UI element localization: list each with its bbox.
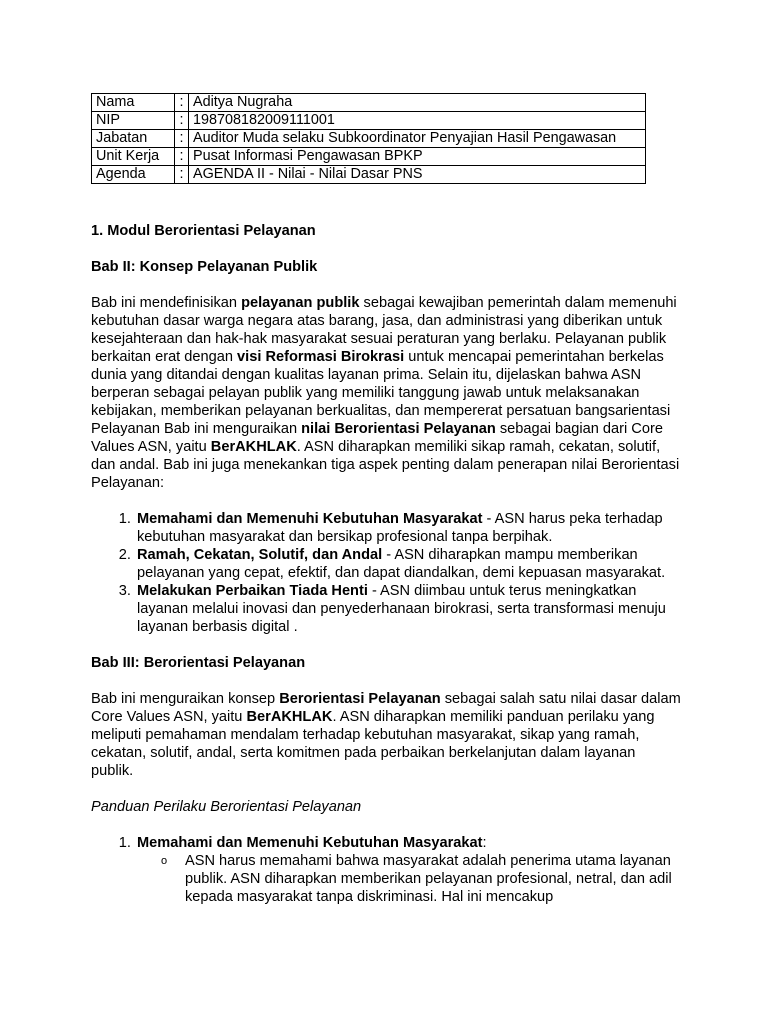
circle-bullet-icon: o [161, 855, 168, 867]
field-separator: : [175, 130, 189, 148]
identity-table [91, 93, 646, 184]
guide-sublist [137, 852, 681, 906]
guide-title: Panduan Perilaku Berorientasi Pelayanan [91, 799, 362, 815]
field-value: Pusat Informasi Pengawasan BPKP [189, 148, 646, 166]
bab3-paragraph: Bab ini menguraikan konsep Berorientasi Pelayanan sebagai salah satu nilai dasar dalam Core Values ASN, yaitu BerAKHLAK. ASN diharapkan memiliki panduan perilaku yang meliputi pemahaman mendalam terhadap kebutuhan masyarakat, sikap yang ramah, cekatan, solutif, andal, serta komitmen pada perbaikan berkelanjutan dalam layanan publik. [91, 691, 681, 779]
bab3-heading: Bab III: Berorientasi Pelayanan [91, 655, 306, 671]
field-label: Nama [92, 94, 175, 112]
table-row [92, 148, 646, 166]
list-item: 2. Ramah, Cekatan, Solutif, dan Andal - ASN diharapkan mampu memberikan pelayanan yang cepat, efektif, dan dapat diandalkan, demi kepuasan masyarakat. [135, 546, 681, 582]
field-separator: : [175, 112, 189, 130]
table-row [92, 166, 646, 184]
field-value: AGENDA II - Nilai - Nilai Dasar PNS [189, 166, 646, 184]
table-row [92, 94, 646, 112]
field-separator: : [175, 148, 189, 166]
document-content [91, 93, 681, 906]
list-item: 3. Melakukan Perbaikan Tiada Henti - ASN diimbau untuk terus meningkatkan layanan melalui inovasi dan penyederhanaan birokrasi, serta transformasi menuju layanan berbasis digital . [135, 582, 681, 636]
field-label: Agenda [92, 166, 175, 184]
field-separator: : [175, 94, 189, 112]
bab2-aspect-list [91, 510, 681, 636]
field-value: 198708182009111001 [189, 112, 646, 130]
table-row [92, 112, 646, 130]
field-label: Jabatan [92, 130, 175, 148]
field-label: NIP [92, 112, 175, 130]
bab2-heading: Bab II: Konsep Pelayanan Publik [91, 259, 318, 275]
table-row [92, 130, 646, 148]
bab2-paragraph: Bab ini mendefinisikan pelayanan publik sebagai kewajiban pemerintah dalam memenuhi kebutuhan dasar warga negara atas barang, jasa, dan administrasi yang diberikan untuk kesejahteraan dan hak-hak masyarakat sesuai peraturan yang berlaku. Pelayanan publik berkaitan erat dengan visi Reformasi Birokrasi untuk mencapai pemerintahan berkelas dunia yang ditandai dengan kualitas layanan prima. Selain itu, dijelaskan bahwa ASN berperan sebagai pelayan publik yang memiliki tanggung jawab untuk melaksanakan kebijakan, memberikan pelayanan berkualitas, dan mempererat persatuan bangsarientasi Pelayanan Bab ini menguraikan nilai Berorientasi Pelayanan sebagai bagian dari Core Values ASN, yaitu BerAKHLAK. ASN diharapkan memiliki sikap ramah, cekatan, solutif, dan andal. Bab ini juga menekankan tiga aspek penting dalam penerapan nilai Berorientasi Pelayanan: [91, 295, 680, 491]
field-value: Aditya Nugraha [189, 94, 646, 112]
field-separator: : [175, 166, 189, 184]
module-title: 1. Modul Berorientasi Pelayanan [91, 223, 316, 239]
field-value: Auditor Muda selaku Subkoordinator Penyajian Hasil Pengawasan [189, 130, 646, 148]
list-item: 1. Memahami dan Memenuhi Kebutuhan Masyarakat: o ASN harus memahami bahwa masyarakat adalah penerima utama layanan publik. ASN diharapkan memberikan pelayanan profesional, netral, dan adil kepada masyarakat tanpa diskriminasi. Hal ini mencakup [135, 834, 681, 906]
list-item: 1. Memahami dan Memenuhi Kebutuhan Masyarakat - ASN harus peka terhadap kebutuhan masyarakat dan bersikap profesional tanpa berpihak. [135, 510, 681, 546]
guide-list [91, 834, 681, 906]
sublist-item: o ASN harus memahami bahwa masyarakat adalah penerima utama layanan publik. ASN diharapkan memberikan pelayanan profesional, netral, dan adil kepada masyarakat tanpa diskriminasi. Hal ini mencakup [161, 853, 672, 905]
field-label: Unit Kerja [92, 148, 175, 166]
